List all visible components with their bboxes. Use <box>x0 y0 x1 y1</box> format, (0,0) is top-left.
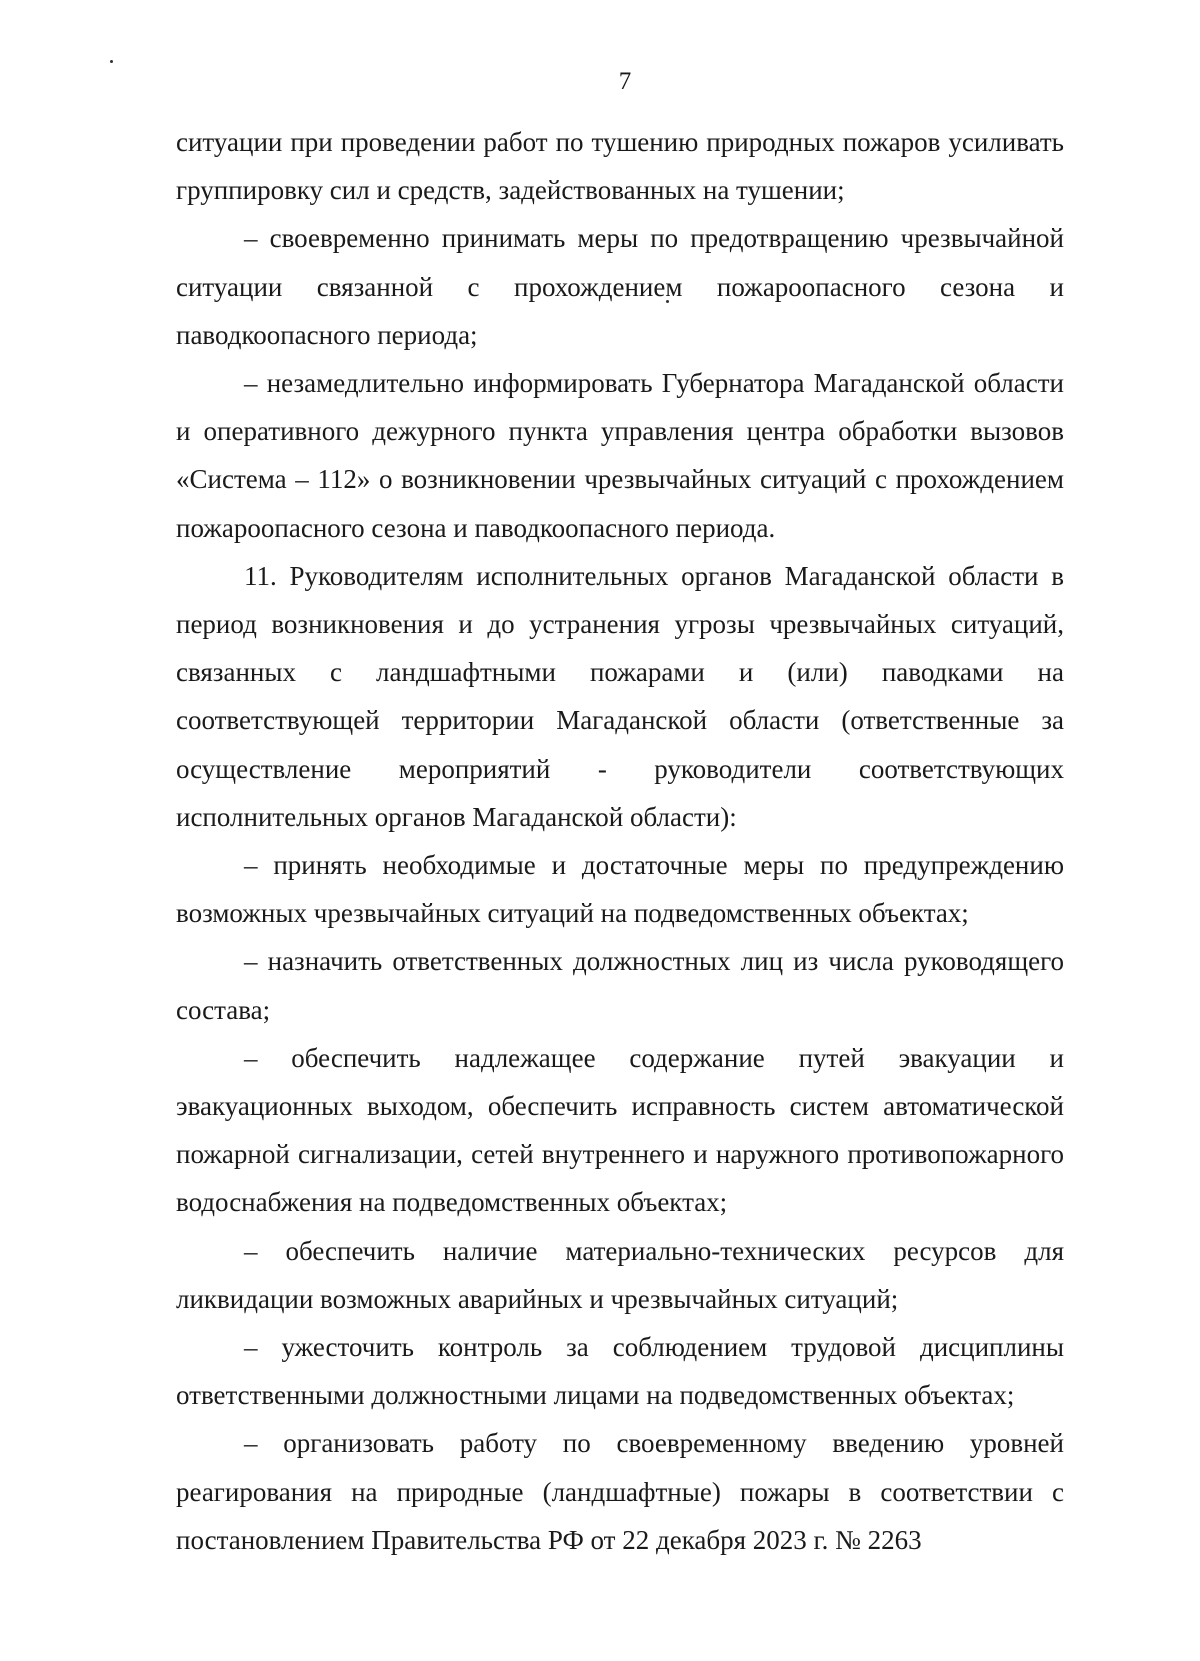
paragraph-continuation: ситуации при проведении работ по тушению природных пожаров усиливать группировку сил и средств, задействованных на тушении; <box>176 127 1064 206</box>
scan-speck <box>110 60 113 63</box>
paragraph-appoint-officials: – назначить ответственных должностных лиц из числа руководящего состава; <box>176 946 1064 1025</box>
paragraph-labor-discipline: – ужесточить контроль за соблюдением трудовой дисциплины ответственными должностными лицами на подведомственных объектах; <box>176 1332 1064 1411</box>
page-number: 7 <box>618 68 632 95</box>
paragraph-inform-governor: – незамедлительно информировать Губернатора Магаданской области и оперативного дежурного пункта управления центра обработки вызовов «Система – 112» о возникновении чрезвычайных ситуаций с прохождением пожароопасного сезона и паводкоопасного периода. <box>176 368 1064 543</box>
document-body <box>176 118 1064 1564</box>
paragraph-take-measures: – принять необходимые и достаточные меры по предупреждению возможных чрезвычайных ситуаций на подведомственных объектах; <box>176 850 1064 929</box>
paragraph-prevent-emergency: – своевременно принимать меры по предотвращению чрезвычайной ситуации связанной с прохождением пожароопасного сезона и паводкоопасного периода; <box>176 223 1064 350</box>
paragraph-material-resources: – обеспечить наличие материально-технических ресурсов для ликвидации возможных аварийных и чрезвычайных ситуаций; <box>176 1235 1064 1314</box>
paragraph-item-11: 11. Руководителям исполнительных органов Магаданской области в период возникновения и до устранения угрозы чрезвычайных ситуаций, связанных с ландшафтными пожарами и (или) паводками на соответствующей территории Магаданской области (ответственные за осуществление мероприятий - руководители соответствующих исполнительных органов Магаданской области): <box>176 560 1064 832</box>
paragraph-response-levels: – организовать работу по своевременному введению уровней реагирования на природные (ландшафтные) пожары в соответствии с постановлением Правительства РФ от 22 декабря 2023 г. № 2263 <box>176 1428 1064 1555</box>
paragraph-evacuation-routes: – обеспечить надлежащее содержание путей эвакуации и эвакуационных выходом, обеспечить исправность систем автоматической пожарной сигнализации, сетей внутреннего и наружного противопожарного водоснабжения на подведомственных объектах; <box>176 1042 1064 1218</box>
